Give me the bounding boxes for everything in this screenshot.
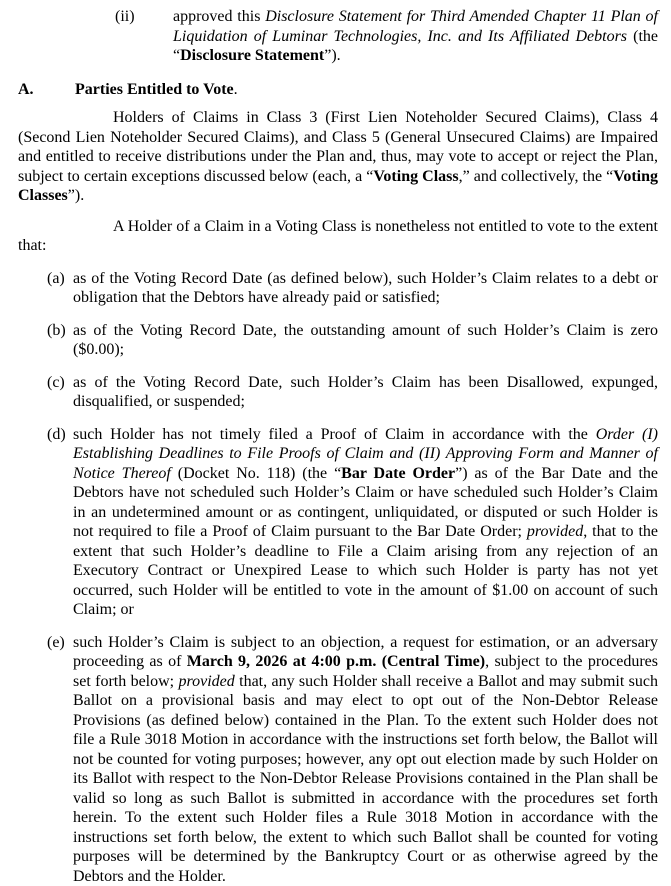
section-number: A. [18,80,75,100]
list-item-a [73,269,658,308]
list-item-c-text: as of the Voting Record Date, such Holder’s Claim has been Disallowed, expunged, disqualified, or suspended; [73,374,658,411]
section-title-period: . [234,81,238,98]
paragraph-voting-classes: Holders of Claims in Class 3 (First Lien Noteholder Secured Claims), Class 4 (Second Lien Noteholder Secured Claims), and Class 5 (General Unsecured Claims) are Impaired and entitled to receive distributions under the Plan and, thus, may vote to accept or reject the Plan, subject to certain exceptions discussed below (each, a “Voting Class,” and collectively, the “Voting Classes”). [18,108,658,206]
list-item-a-text: as of the Voting Record Date (as defined below), such Holder’s Claim relates to a debt or obligation that the Debtors have already paid or satisfied; [73,270,658,307]
paragraph-not-entitled-intro: A Holder of a Claim in a Voting Class is nonetheless not entitled to vote to the extent that: [18,217,658,256]
list-item-a-marker: (a) [47,269,65,289]
clause-ii-text: approved this Disclosure Statement for Third Amended Chapter 11 Plan of Liquidation of Luminar Technologies, Inc. and Its Affiliated Debtors (the “Disclosure Statement”). [173,8,658,64]
list-item-b-text: as of the Voting Record Date, the outstanding amount of such Holder’s Claim is zero ($0.00); [73,322,658,359]
list-item-d-text: such Holder has not timely filed a Proof of Claim in accordance with the Order (I) Establishing Deadlines to File Proofs of Claim and (II) Approving Form and Manner of Notice Thereof (Docket No. 118) (the “Bar Date Order”) as of the Bar Date and the Debtors have not scheduled such Holder’s Claim or have scheduled such Holder’s Claim in an undetermined amount or as contingent, unliquidated, or disputed or such Holder is not required to file a Proof of Claim pursuant to the Bar Date Order; provided, that to the extent that such Holder’s deadline to File a Claim arising from any rejection of an Executory Contract or Unexpired Lease to which such Holder is party has not yet occurred, such Holder will be entitled to vote in the amount of $1.00 on account of such Claim; or [73,426,658,619]
list-item-e-text: such Holder’s Claim is subject to an objection, a request for estimation, or an adversary proceeding as of March 9, 2026 at 4:00 p.m. (Central Time), subject to the procedures set forth below; provided that, any such Holder shall receive a Ballot and may submit such Ballot on a provisional basis and may elect to opt out of the Non-Debtor Release Provisions (as defined below) contained in the Plan. To the extent such Holder does not file a Rule 3018 Motion in accordance with the instructions set forth below, the Ballot will not be counted for voting purposes; however, any opt out election made by such Holder on its Ballot with respect to the Non-Debtor Release Provisions contained in the Plan shall be valid so long as such Ballot is submitted in accordance with the procedures set forth herein. To the extent such Holder files a Rule 3018 Motion in accordance with the instructions set forth below, the extent to which such Ballot shall be counted for voting purposes will be determined by the Bankruptcy Court or as otherwise agreed by the Debtors and the Holder. [73,634,658,885]
clause-ii [173,7,658,66]
list-item-b-marker: (b) [47,321,66,341]
list-item-e-marker: (e) [47,633,65,653]
section-title: Parties Entitled to Vote [75,81,234,98]
section-heading-a [18,80,658,100]
list-item-b [73,321,658,360]
list-item-d [73,425,658,620]
list-item-c-marker: (c) [47,373,65,393]
list-item-c [73,373,658,412]
list-item-d-marker: (d) [47,425,66,445]
clause-ii-marker: (ii) [115,7,135,27]
list-item-e [73,633,658,886]
